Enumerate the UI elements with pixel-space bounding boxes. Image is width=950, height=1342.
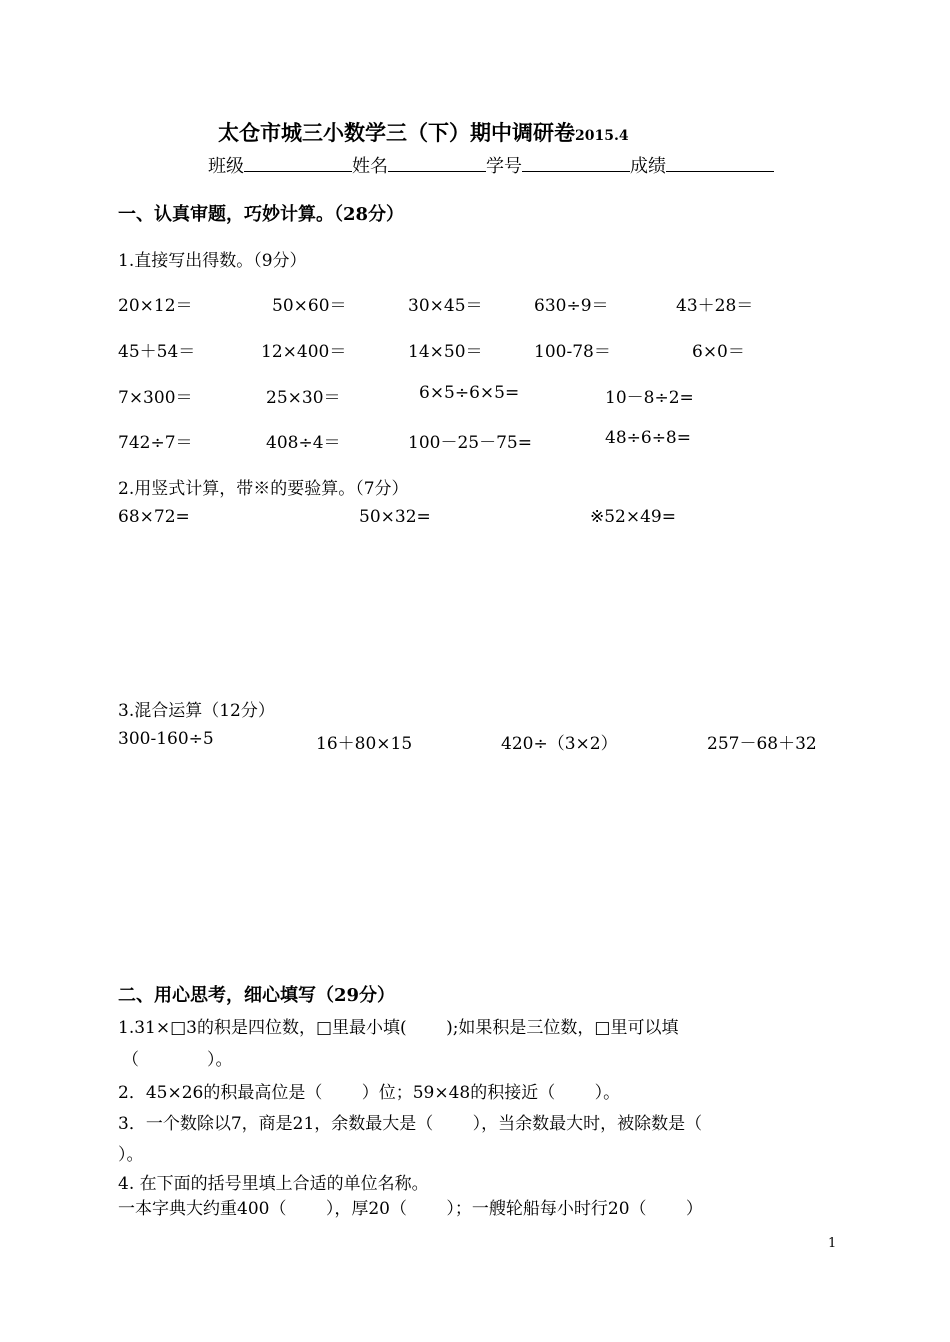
section2-line: 一本字典大约重400（ ），厚20（ ）；一艘轮船每小时行20（ ）	[118, 1199, 703, 1219]
title-text: 太仓市城三小数学三（下）期中调研卷	[218, 120, 575, 145]
student-info-line	[208, 152, 774, 178]
q1-item: 408÷4＝	[266, 433, 341, 453]
q3-item: 300-160÷5	[118, 729, 214, 749]
q1-item: 20×12＝	[118, 296, 193, 316]
q1-item: 742÷7＝	[118, 433, 193, 453]
q1-item: 45＋54＝	[118, 342, 196, 362]
q3-item: 16＋80×15	[316, 734, 413, 754]
q1-item: 6×5÷6×5=	[419, 383, 520, 403]
title-date: 2015.4	[575, 128, 629, 144]
field-name-label: 姓名	[352, 156, 388, 177]
section2-line: 4. 在下面的括号里填上合适的单位名称。	[118, 1174, 429, 1194]
field-name-blank[interactable]	[388, 155, 486, 172]
q1-item: 7×300＝	[118, 388, 193, 408]
section2-line: （ ）。	[122, 1050, 233, 1070]
field-score-blank[interactable]	[666, 155, 774, 172]
field-number-blank[interactable]	[522, 155, 630, 172]
section2-heading: 二、用心思考，细心填写（29分）	[118, 985, 396, 1006]
q1-item: 14×50＝	[408, 342, 483, 362]
field-class-blank[interactable]	[244, 155, 352, 172]
q2-item: ※52×49=	[590, 507, 676, 527]
q1-item: 10－8÷2=	[605, 388, 694, 408]
q3-item: 257－68＋32	[707, 734, 817, 754]
q1-item: 30×45＝	[408, 296, 483, 316]
field-number-label: 学号	[486, 156, 522, 177]
q1-item: 50×60＝	[272, 296, 347, 316]
field-score-label: 成绩	[630, 156, 666, 177]
q1-item: 43＋28＝	[676, 296, 754, 316]
q1-item: 100-78＝	[534, 342, 611, 362]
q1-item: 6×0＝	[692, 342, 745, 362]
q3-label: 3.混合运算（12分）	[118, 701, 275, 721]
q2-label: 2.用竖式计算，带※的要验算。（7分）	[118, 479, 409, 499]
section1-heading: 一、认真审题，巧妙计算。（28分）	[118, 204, 405, 225]
q3-item: 420÷（3×2）	[501, 734, 618, 754]
q2-item: 50×32=	[359, 507, 431, 527]
q1-item: 100－25－75=	[408, 433, 532, 453]
section2-line: ）。	[118, 1145, 144, 1165]
page-title	[218, 117, 629, 147]
q1-item: 48÷6÷8=	[605, 428, 691, 448]
q1-item: 12×400＝	[261, 342, 347, 362]
page-number: 1	[828, 1236, 837, 1251]
section2-line: 1.31×□3的积是四位数，□里最小填( );如果积是三位数，□里可以填	[118, 1018, 679, 1038]
q2-item: 68×72=	[118, 507, 190, 527]
q1-label: 1.直接写出得数。（9分）	[118, 251, 307, 271]
q1-item: 25×30＝	[266, 388, 341, 408]
field-class-label: 班级	[208, 156, 244, 177]
section2-line: 2．45×26的积最高位是（ ）位；59×48的积接近（ ）。	[118, 1083, 621, 1103]
q1-item: 630÷9＝	[534, 296, 609, 316]
section2-line: 3．一个数除以7，商是21，余数最大是（ ），当余数最大时，被除数是（	[118, 1114, 703, 1134]
